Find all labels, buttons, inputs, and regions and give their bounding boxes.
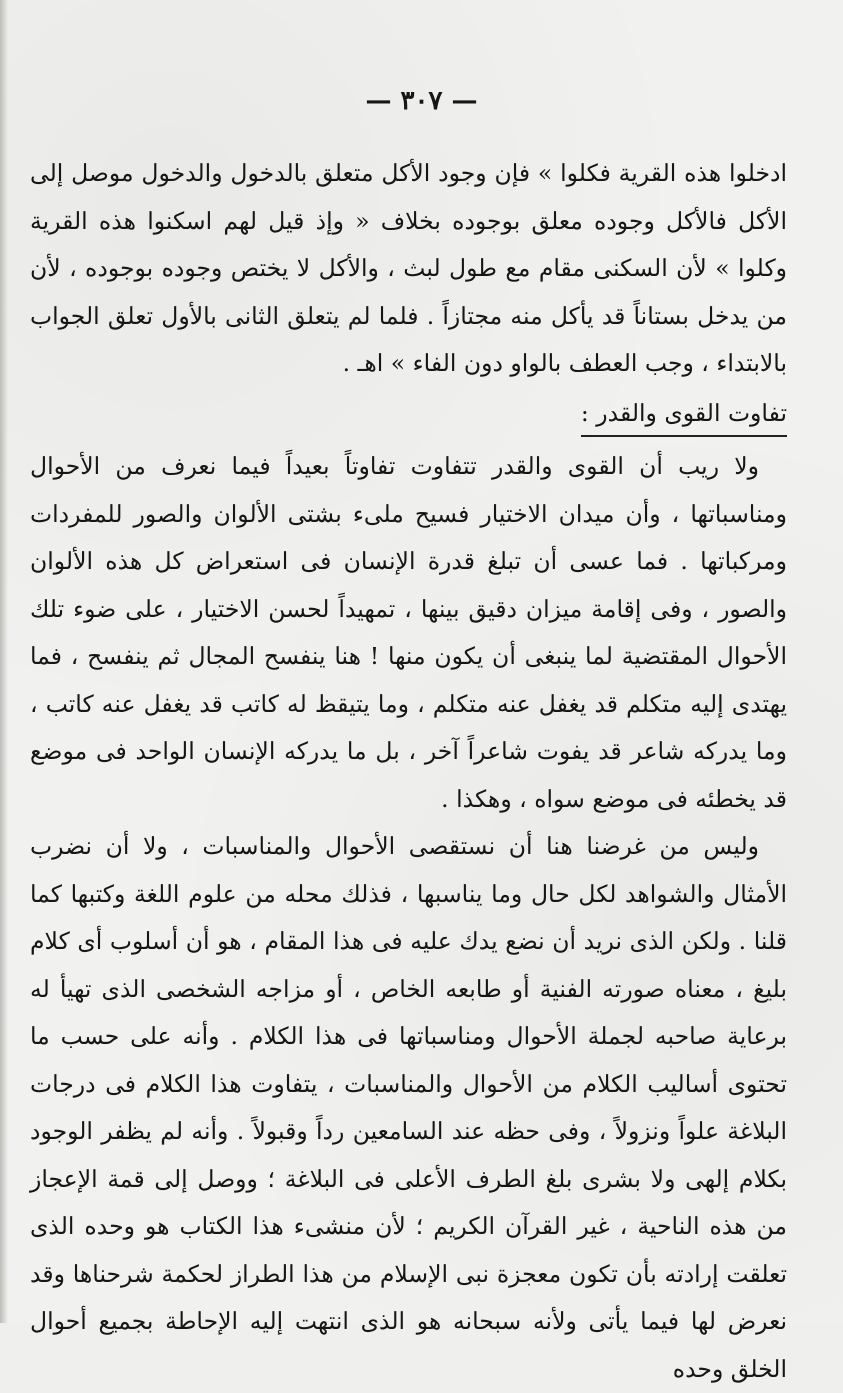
intro-paragraph: ادخلوا هذه القرية فكلوا » فإن وجود الأكل متعلق بالدخول والدخول موصل إلى الأكل فالأكل وجوده معلق بوجوده بخلاف « وإذ قيل لهم اسكنوا هذه القرية وكلوا » لأن السكنى مقام مع طول لبث ، والأكل لا يختص وجوده بوجوده ، لأن من يدخل بستاناً قد يأكل منه مجتازاً . فلما لم يتعلق الثانى بالأول تعلق الجواب بالابتداء ، وجب العطف بالواو دون الفاء » اهـ .	[30, 159, 787, 377]
body-text	[30, 150, 787, 1393]
paragraph-2: وليس من غرضنا هنا أن نستقصى الأحوال والمناسبات ، ولا أن نضرب الأمثال والشواهد لكل حال وما يناسبها ، فذلك محله من علوم اللغة وكتبها كما قلنا . ولكن الذى نريد أن نضع يدك عليه فى هذا المقام ، هو أن أسلوب أى كلام بليغ ، معناه صورته الفنية أو طابعه الخاص ، أو مزاجه الشخصى الذى تهيأ له برعاية صاحبه لجملة الأحوال ومناسباتها فى هذا الكلام . وأنه على حسب ما تحتوى أساليب الكلام من الأحوال والمناسبات ، يتفاوت هذا الكلام فى درجات البلاغة علواً ونزولاً ، وفى حظه عند السامعين رداً وقبولاً . وأنه لم يظفر الوجود بكلام إلهى ولا بشرى بلغ الطرف الأعلى فى البلاغة ؛ ووصل إلى قمة الإعجاز من هذه الناحية ، غير القرآن الكريم ؛ لأن منشىء هذا الكتاب هو وحده الذى تعلقت إرادته بأن تكون معجزة نبى الإسلام من هذا الطراز لحكمة شرحناها وقد نعرض لها فيما يأتى ولأنه سبحانه هو الذى انتهت إليه الإحاطة بجميع أحوال الخلق وحده	[30, 832, 788, 1383]
page-number: — ٣٠٧ —	[365, 86, 478, 116]
paragraph-1: ولا ريب أن القوى والقدر تتفاوت تفاوتاً بعيداً فيما نعرف من الأحوال ومناسباتها ، وأن ميدان الاختيار فسيح ملىء بشتى الألوان والصور للمفردات ومركباتها . فما عسى أن تبلغ قدرة الإنسان فى استعراض كل هذه الألوان والصور ، وفى إقامة ميزان دقيق بينها ، تمهيداً لحسن الاختيار ، على ضوء تلك الأحوال المقتضية لما ينبغى أن يكون منها ! هنا ينفسح المجال ثم ينفسح ، فما يهتدى إليه متكلم قد يغفل عنه متكلم ، وما يتيقظ له كاتب قد يغفل عنه كاتب ، وما يدركه شاعر قد يفوت شاعراً آخر ، بل ما يدركه الإنسان الواحد فى موضع قد يخطئه فى موضع سواه ، وهكذا .	[30, 452, 787, 813]
section-heading-row	[30, 390, 787, 438]
section-heading: تفاوت القوى والقدر :	[581, 393, 787, 437]
page-edge-shadow	[0, 0, 8, 1323]
